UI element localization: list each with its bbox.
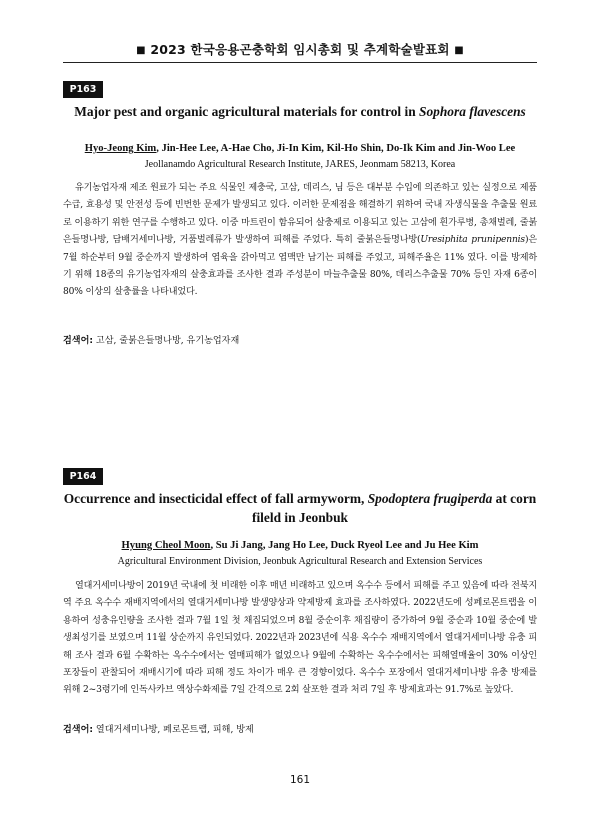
abstract-title bbox=[60, 102, 540, 121]
title-line-2: fileld in Jeonbuk bbox=[252, 510, 348, 525]
abstract-tag: P164 bbox=[63, 468, 103, 485]
body-scientific-name: Uresiphita prunipennis bbox=[420, 235, 525, 246]
keywords: 고삼, 줄붉은들명나방, 유기농업자재 bbox=[95, 336, 240, 346]
page-number: 161 bbox=[289, 774, 311, 786]
title-text: Major pest and organic agricultural materials for control in bbox=[74, 104, 419, 119]
square-bullet-icon: ■ bbox=[136, 45, 146, 56]
co-authors: , Su Ji Jang, Jang Ho Lee, Duck Ryeol Lee and Ju Hee Kim bbox=[210, 540, 479, 551]
affiliation: Jeollanamdo Agricultural Research Institute, JARES, Jeonmam 58213, Korea bbox=[144, 159, 456, 170]
header-rule bbox=[63, 62, 537, 63]
presenting-author: Hyung Cheol Moon bbox=[121, 540, 211, 551]
proceedings-header bbox=[0, 40, 600, 58]
author-list bbox=[60, 143, 540, 154]
abstract-tag: P163 bbox=[63, 81, 103, 98]
header-text: 2023 한국응용곤충학회 임시총회 및 추계학술발표회 bbox=[150, 42, 450, 57]
affiliation: Agricultural Environment Division, Jeonbuk Agricultural Research and Extension Services bbox=[117, 556, 483, 567]
co-authors: , Jin-Hee Lee, A-Hae Cho, Ji-In Kim, Kil-Ho Shin, Do-Ik Kim and Jin-Woo Lee bbox=[156, 143, 516, 154]
presenting-author: Hyo-Jeong Kim bbox=[84, 143, 157, 154]
body-text-cont: )은 7월 하순부터 9월 중순까지 발생하여 엽육을 갉아먹고 엽맥만 남기는 피해를 주었고, 피해주율은 11% 였다. 이를 방제하기 위해 18종의 유기농업자재의 살충효과를 조사한 결과 주성분이 마늘추출물 80%, 데리스추출물 70% 등인 자재 6종이 80% 이상의 살충률을 나타내었다. bbox=[63, 235, 537, 298]
title-text: Occurrence and insecticidal effect of fall armyworm, bbox=[63, 491, 368, 506]
keywords-label: 검색어: bbox=[63, 336, 93, 346]
keywords-line bbox=[63, 722, 537, 735]
abstract-title bbox=[60, 489, 540, 527]
body-text: 열대거세미나방이 2019년 국내에 첫 비래한 이후 매년 비래하고 있으며 옥수수 등에서 피해를 주고 있음에 따라 전북지역 주요 옥수수 재배지역에서의 열대거세미나방 발생양상과 약제방제 효과를 조사하였다. 2022년도에 성페로몬트랩을 이용하여 성충유인량을 조사한 결과 7월 1일 첫 채집되었으며 8월 중순이후 채집량이 증가하여 9월 중순과 10월 중순에 발생최성기를 보였으며 11월 상순까지 유인되었다. 2022년과 2023년에 식용 옥수수 재배지역에서 열대거세미나방 유충 피해 조사 결과 6월 수확하는 옥수수에서는 열매피해가 없었으나 9월에 수확하는 옥수수에서는 피해열매율이 30% 이상인 포장들이 관찰되어 재배시기에 따라 피해 정도 차이가 매우 큰 경향이었다. 옥수수 포장에서 열대거세미나방 유충 방제를 위해 2~3령기에 인독사카브 액상수화제를 7일 간격으로 2회 살포한 결과 처리 7일 후 방제효과는 91.7%로 높았다. bbox=[63, 581, 537, 696]
keywords: 열대거세미나방, 페로몬트랩, 피해, 방제 bbox=[95, 725, 254, 735]
body-text: 유기농업자재 제조 원료가 되는 주요 식물인 제충국, 고삼, 데리스, 님 등은 대부분 수입에 의존하고 있는 실정으로 제품수급, 효용성 및 안전성 등에 빈번한 문제가 발생되고 있다. 이러한 문제점을 해결하기 위하여 국내 자생식물을 추출물 원료로 이용하기 위한 연구를 수행하고 있다. 이중 마트린이 함유되어 살충제로 이용되고 있는 고삼에 흰가루병, 총채벌레, 줄붉은들명나방, 담배거세미나방, 거품벌레류가 발생하여 피해를 주었다. 특히 줄붉은들명나방( bbox=[63, 183, 537, 246]
title-scientific-name: Spodoptera frugiperda bbox=[367, 491, 493, 506]
title-text-cont: at corn bbox=[492, 491, 537, 506]
keywords-label: 검색어: bbox=[63, 725, 93, 735]
square-bullet-icon: ■ bbox=[454, 45, 464, 56]
abstract-body bbox=[63, 180, 537, 302]
author-list bbox=[60, 540, 540, 551]
abstract-body bbox=[63, 578, 537, 700]
keywords-line bbox=[63, 333, 537, 346]
title-scientific-name: Sophora flavescens bbox=[419, 104, 526, 119]
